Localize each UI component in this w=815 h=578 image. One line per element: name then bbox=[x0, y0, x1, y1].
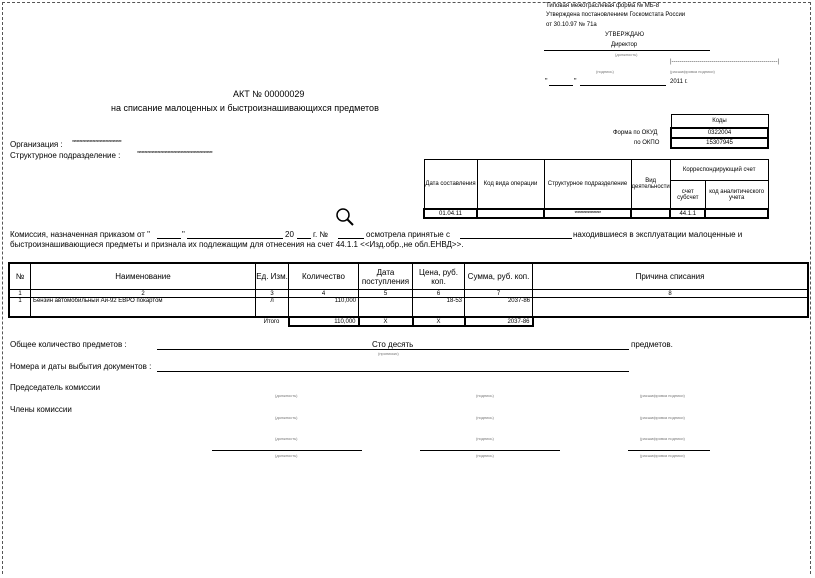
total-sum: 2037-86 bbox=[465, 317, 533, 326]
dept-value: **************************************************** bbox=[137, 151, 213, 157]
docs-label: Номера и даты выбытия документов : bbox=[10, 362, 152, 371]
okud-label: Форма по ОКУД bbox=[613, 130, 658, 136]
num-col-3: 3 bbox=[256, 290, 289, 298]
signature-dashes: |-----------------------------------------------------| bbox=[670, 59, 780, 65]
num-col-6: 6 bbox=[413, 290, 465, 298]
member2-signature-caption: (подпись) bbox=[476, 436, 494, 441]
commission-line1-c: 20 bbox=[285, 230, 294, 239]
row-reason bbox=[533, 298, 809, 318]
qty-caption: (прописью) bbox=[378, 351, 399, 356]
num-col-7: 7 bbox=[465, 290, 533, 298]
total-qty: 110,000 bbox=[289, 317, 359, 326]
order-day-line bbox=[157, 238, 181, 239]
form-type-line: Типовая межотраслевая форма № МБ-8 bbox=[546, 3, 660, 9]
org-value: ********************************** bbox=[72, 140, 122, 146]
date-month-line bbox=[580, 85, 666, 86]
col-date-header: Дата составления bbox=[424, 160, 477, 210]
director-line bbox=[544, 50, 710, 51]
year-label: 2011 г. bbox=[670, 79, 688, 85]
commission-line1-d: г. № bbox=[313, 230, 328, 239]
member3-signature-line bbox=[420, 450, 560, 451]
order-month-line bbox=[187, 238, 283, 239]
total-label: Итого bbox=[263, 319, 280, 325]
order-number-line bbox=[338, 238, 364, 239]
docs-line bbox=[157, 371, 629, 372]
qty-value: Сто десять bbox=[372, 340, 414, 349]
row-date bbox=[359, 298, 413, 318]
th-price: Цена, руб. коп. bbox=[413, 263, 465, 290]
total-price: Х bbox=[413, 317, 465, 326]
signature-caption: (подпись) bbox=[596, 69, 614, 74]
decoding-caption: (расшифровка подписи) bbox=[670, 69, 715, 74]
num-col-1: 1 bbox=[9, 290, 31, 298]
okud-value: 0322004 bbox=[671, 128, 768, 138]
date-day-line bbox=[549, 85, 573, 86]
member2-position-caption: (должность) bbox=[275, 436, 298, 441]
qty-line bbox=[157, 349, 629, 350]
approve-label: УТВЕРЖДАЮ bbox=[605, 32, 645, 38]
member1-decoding-caption: (расшифровка подписи) bbox=[640, 415, 685, 420]
member3-decoding-caption: (расшифровка подписи) bbox=[640, 453, 685, 458]
total-empty-1 bbox=[9, 317, 31, 326]
commission-line1-b: " bbox=[182, 230, 185, 239]
org-label: Организация : bbox=[10, 140, 63, 149]
act-title: АКТ № 00000029 bbox=[233, 89, 305, 99]
col-analytic-header: код аналитического учета bbox=[705, 181, 768, 210]
commission-line1-e: осмотрела принятые с bbox=[366, 230, 450, 239]
position-caption: (должность) bbox=[615, 52, 638, 57]
member2-decoding-caption: (расшифровка подписи) bbox=[640, 436, 685, 441]
col-activity-header: Вид деятельности bbox=[631, 160, 670, 210]
accepted-from-line bbox=[460, 238, 572, 239]
codes-table bbox=[670, 114, 769, 149]
qty-label: Общее количество предметов : bbox=[10, 340, 127, 349]
th-qty: Количество bbox=[289, 263, 359, 290]
member3-decoding-line bbox=[628, 450, 710, 451]
total-empty-8 bbox=[533, 317, 809, 326]
row-qty: 110,000 bbox=[289, 298, 359, 318]
items-table bbox=[8, 262, 809, 327]
col-dept-header: Структурное подразделение bbox=[544, 160, 631, 210]
act-subtitle: на списание малоценных и быстроизнашивающихся предметов bbox=[111, 103, 379, 113]
th-name: Наименование bbox=[31, 263, 256, 290]
member1-position-caption: (должность) bbox=[275, 415, 298, 420]
approved-date-line: от 30.10.97 № 71а bbox=[546, 22, 597, 28]
members-label: Члены комиссии bbox=[10, 405, 72, 414]
commission-line1-a: Комиссия, назначенная приказом от " bbox=[10, 230, 150, 239]
okpo-value: 15307945 bbox=[671, 138, 768, 148]
approved-line: Утверждена постановлением Госкомстата России bbox=[546, 12, 686, 18]
chair-label: Председатель комиссии bbox=[10, 383, 101, 392]
header-table bbox=[423, 159, 769, 219]
val-subacct: 44.1.1 bbox=[670, 209, 705, 218]
zoom-icon[interactable] bbox=[335, 207, 355, 227]
chair-position-caption: (должность) bbox=[275, 393, 298, 398]
date-quote-close: " bbox=[574, 78, 577, 85]
row-sum: 2037-86 bbox=[465, 298, 533, 318]
th-date: Дата поступления bbox=[359, 263, 413, 290]
col-corr-header: Корреспондирующий счет bbox=[670, 160, 768, 181]
commission-line2: быстроизнашивающиеся предметы и признала их подлежащим для отнесения на счет 44.1.1 <<Изд.обр.,не обл.ЕНВД>>. bbox=[10, 240, 464, 249]
qty-suffix: предметов. bbox=[631, 340, 673, 349]
th-reason: Причина списания bbox=[533, 263, 809, 290]
row-name: Бензин автомобильный Аи-92 ЕВРО покартом bbox=[31, 298, 256, 318]
commission-line1-f: находившиеся в эксплуатации малоценные и bbox=[573, 230, 743, 239]
val-dept: ****************** bbox=[544, 209, 631, 218]
num-col-4: 4 bbox=[289, 290, 359, 298]
member3-signature-caption: (подпись) bbox=[476, 453, 494, 458]
total-empty-2 bbox=[31, 317, 256, 326]
okpo-label: по ОКПО bbox=[634, 140, 660, 146]
chair-decoding-caption: (расшифровка подписи) bbox=[640, 393, 685, 398]
row-price: 18-53 bbox=[413, 298, 465, 318]
chair-signature-caption: (подпись) bbox=[476, 393, 494, 398]
num-col-8: 8 bbox=[533, 290, 809, 298]
row-num: 1 bbox=[9, 298, 31, 318]
member1-signature-caption: (подпись) bbox=[476, 415, 494, 420]
total-date: Х bbox=[359, 317, 413, 326]
val-analytic bbox=[705, 209, 768, 218]
th-sum: Сумма, руб. коп. bbox=[465, 263, 533, 290]
member3-position-line bbox=[212, 450, 362, 451]
col-subacct-header: счет субсчет bbox=[670, 181, 705, 210]
director-label: Директор bbox=[611, 42, 638, 48]
num-col-5: 5 bbox=[359, 290, 413, 298]
col-op-header: Код вида операции bbox=[477, 160, 544, 210]
codes-header: Коды bbox=[671, 115, 768, 129]
date-quote-open: " bbox=[545, 78, 548, 85]
row-unit: л bbox=[256, 298, 289, 318]
num-col-2: 2 bbox=[31, 290, 256, 298]
dept-label: Структурное подразделение : bbox=[10, 151, 121, 160]
th-num: № bbox=[9, 263, 31, 290]
th-unit: Ед. Изм. bbox=[256, 263, 289, 290]
order-year-line bbox=[297, 238, 311, 239]
val-op bbox=[477, 209, 544, 218]
val-date: 01.04.11 bbox=[424, 209, 477, 218]
member3-position-caption: (должность) bbox=[275, 453, 298, 458]
val-activity bbox=[631, 209, 670, 218]
